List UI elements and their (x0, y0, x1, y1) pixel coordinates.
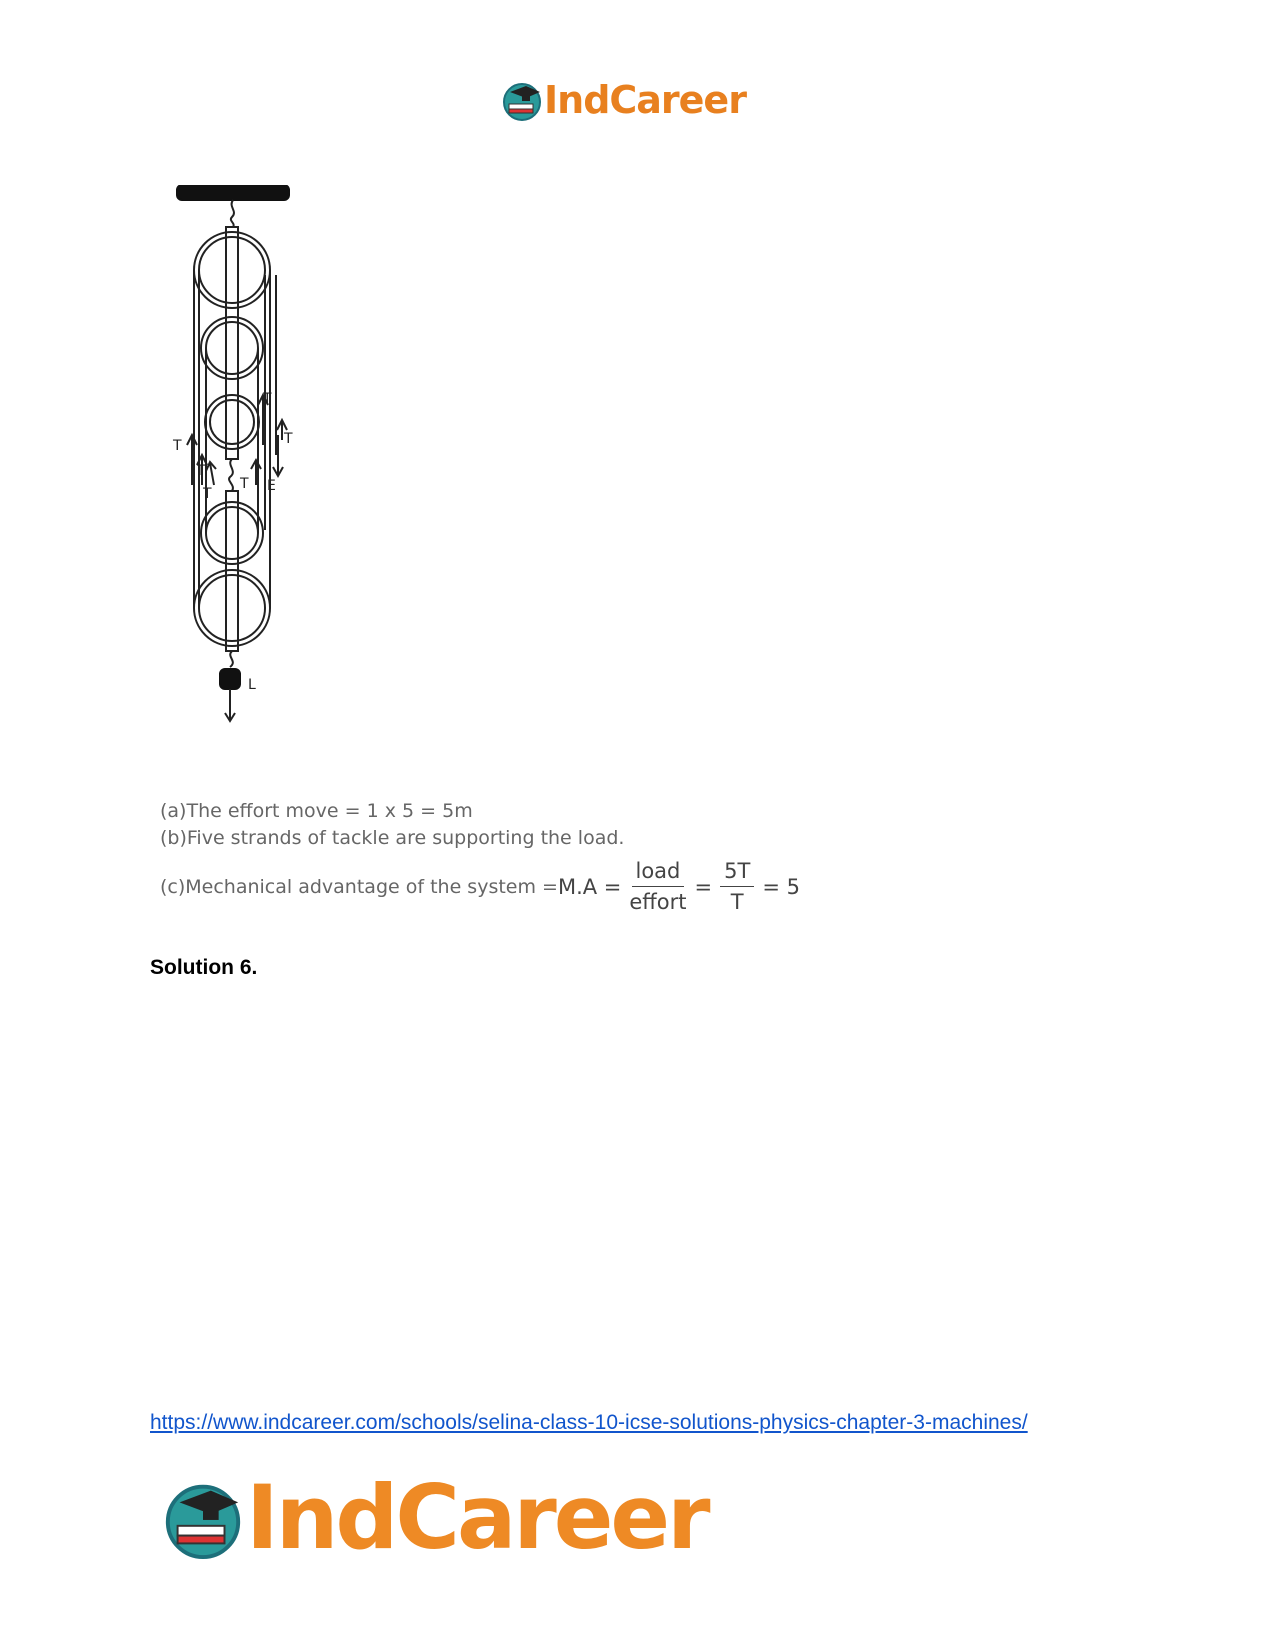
label-t6: T (284, 431, 293, 447)
fraction-5t-t (720, 858, 754, 915)
load-weight (220, 669, 240, 689)
footer-logo-text: IndCareer (246, 1466, 708, 1569)
label-t4: T (240, 476, 249, 492)
footer-logo (160, 1466, 708, 1569)
answer-b: (b)Five strands of tackle are supporting the load. (160, 827, 625, 849)
ma-label: M.A = (557, 874, 622, 899)
answer-a: (a)The effort move = 1 x 5 = 5m (160, 800, 473, 822)
middle-hook (229, 459, 233, 491)
answer-c (160, 858, 800, 915)
upper-block-frame (226, 227, 238, 459)
source-link[interactable]: https://www.indcareer.com/schools/selina-class-10-icse-solutions-physics-chapter-3-machines/ (150, 1411, 1028, 1434)
answers-block (160, 798, 800, 915)
answer-c-prefix: (c)Mechanical advantage of the system = (160, 875, 558, 898)
label-t1: T (173, 438, 182, 454)
ceiling-support (177, 185, 289, 200)
header-logo (500, 78, 746, 122)
ma-equation (558, 858, 800, 915)
pulley-diagram (170, 185, 360, 745)
fraction-numerator: 5T (720, 858, 754, 887)
fraction-load-effort (629, 858, 686, 915)
label-load: L (248, 677, 256, 693)
fraction-denominator: effort (629, 890, 687, 914)
label-t5: T (263, 391, 272, 407)
solution-heading: Solution 6. (150, 956, 258, 979)
graduation-book-icon (500, 78, 544, 122)
equals-sign: = (694, 874, 713, 899)
graduation-book-icon (160, 1475, 246, 1561)
fraction-numerator: load (632, 858, 685, 887)
top-hook (231, 200, 234, 227)
header-logo-text: IndCareer (544, 78, 746, 122)
label-t3: T (203, 486, 212, 502)
ma-result: = 5 (762, 874, 800, 899)
label-effort: E (267, 478, 276, 494)
label-t2: T (197, 463, 206, 479)
fraction-denominator: T (730, 890, 744, 914)
